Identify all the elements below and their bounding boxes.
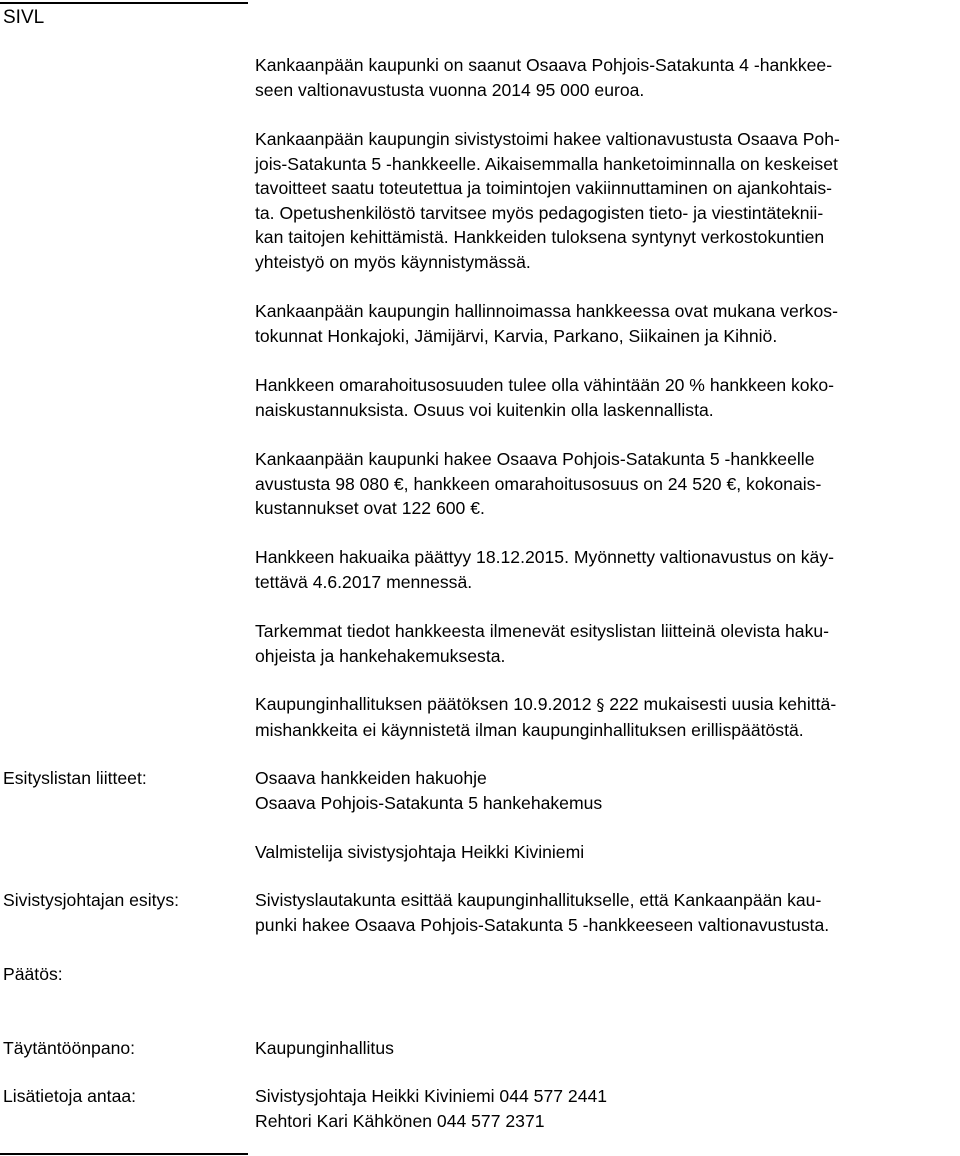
paragraph-funding-amounts bbox=[255, 447, 960, 521]
paragraph-line: kan taitojen kehittämistä. Hankkeiden tuloksena syntynyt verkostokuntien bbox=[255, 227, 825, 248]
paragraph-line: tokunnat Honkajoki, Jämijärvi, Karvia, Parkano, Siikainen ja Kihniö. bbox=[255, 325, 778, 346]
execution-label: Täytäntöönpano: bbox=[3, 1038, 136, 1058]
paragraph-line: Kankaanpään kaupunki hakee Osaava Pohjois-Satakunta 5 -hankkeelle bbox=[255, 449, 815, 469]
attachment-item: Osaava hankkeiden hakuohje bbox=[255, 768, 487, 788]
contacts-label: Lisätietoja antaa: bbox=[3, 1086, 137, 1106]
document-code: SIVL bbox=[3, 7, 45, 28]
paragraph-line: tavoitteet saatu toteutettua ja toimintojen vakiinnuttaminen on ajankohtais- bbox=[255, 178, 833, 199]
contact-line: Sivistysjohtaja Heikki Kiviniemi 044 577 2441 bbox=[255, 1086, 608, 1106]
paragraph-board-decision bbox=[255, 692, 960, 742]
paragraph-line: Hankkeen hakuaika päättyy 18.12.2015. Myönnetty valtionavustus on käy- bbox=[255, 547, 834, 567]
paragraph-line: naiskustannuksista. Osuus voi kuitenkin olla laskennallista. bbox=[255, 399, 714, 420]
paragraph-line: seen valtionavustusta vuonna 2014 95 000 euroa. bbox=[255, 79, 645, 100]
paragraph-text: 222 mukaisesti uusia kehittä- bbox=[604, 694, 837, 714]
paragraph-line: mishankkeita ei käynnistetä ilman kaupunginhallituksen erillispäätöstä. bbox=[255, 719, 804, 740]
preparer bbox=[255, 840, 584, 865]
paragraph-deadline bbox=[255, 545, 960, 594]
execution-text: Kaupunginhallitus bbox=[255, 1038, 394, 1058]
paragraph-line: Kankaanpään kaupungin sivistystoimi hakee valtionavustusta Osaava Poh- bbox=[255, 129, 840, 149]
proposal-label: Sivistysjohtajan esitys: bbox=[3, 890, 180, 910]
paragraph-prior-funding bbox=[255, 53, 960, 102]
proposal-line: Sivistyslautakunta esittää kaupunginhallitukselle, että Kankaanpään kau- bbox=[255, 890, 822, 910]
paragraph-line bbox=[255, 692, 960, 718]
contacts-list bbox=[255, 1084, 607, 1133]
paragraph-line: Kankaanpään kaupungin hallinnoimassa hankkeessa ovat mukana verkos- bbox=[255, 301, 838, 321]
proposal-line: punki hakee Osaava Pohjois-Satakunta 5 -hankkeeseen valtionavustusta. bbox=[255, 914, 830, 935]
paragraph-self-financing bbox=[255, 373, 960, 422]
paragraph-line: avustusta 98 080 €, hankkeen omarahoitusosuus on 24 520 €, kokonais- bbox=[255, 473, 822, 494]
top-rule bbox=[0, 2, 248, 4]
paragraph-line: kustannukset ovat 122 600 €. bbox=[255, 498, 485, 519]
contact-line: Rehtori Kari Kähkönen 044 577 2371 bbox=[255, 1110, 545, 1131]
paragraph-line: tettävä 4.6.2017 mennessä. bbox=[255, 571, 473, 592]
attachments-list bbox=[255, 766, 602, 815]
attachments-label: Esityslistan liitteet: bbox=[3, 768, 147, 788]
attachment-item: Osaava Pohjois-Satakunta 5 hankehakemus bbox=[255, 792, 603, 813]
paragraph-line: yhteistyö on myös käynnistymässä. bbox=[255, 251, 531, 272]
paragraph-line: Tarkemmat tiedot hankkeesta ilmenevät esityslistan liitteinä olevista haku- bbox=[255, 621, 830, 641]
paragraph-network-municipalities bbox=[255, 299, 960, 348]
execution-value bbox=[255, 1036, 394, 1061]
paragraph-line: jois-Satakunta 5 -hankkeelle. Aikaisemmalla hanketoiminnalla on keskeiset bbox=[255, 153, 838, 174]
paragraph-line: ohjeista ja hankehakemuksesta. bbox=[255, 645, 506, 666]
paragraph-application-background bbox=[255, 127, 960, 275]
paragraph-line: Hankkeen omarahoitusosuuden tulee olla vähintään 20 % hankkeen koko- bbox=[255, 375, 835, 395]
paragraph-line: ta. Opetushenkilöstö tarvitsee myös pedagogisten tieto- ja viestintäteknii- bbox=[255, 202, 824, 223]
bottom-rule bbox=[0, 1153, 248, 1155]
paragraph-more-info bbox=[255, 619, 960, 668]
section-sign: § bbox=[596, 695, 605, 714]
decision-label: Päätös: bbox=[3, 964, 63, 984]
paragraph-text: Kaupunginhallituksen päätöksen 10.9.2012 bbox=[255, 694, 597, 714]
paragraph-line: Kankaanpään kaupunki on saanut Osaava Pohjois-Satakunta 4 -hankkee- bbox=[255, 55, 833, 75]
proposal-text bbox=[255, 888, 829, 937]
preparer-text: Valmistelija sivistysjohtaja Heikki Kiviniemi bbox=[255, 842, 585, 862]
